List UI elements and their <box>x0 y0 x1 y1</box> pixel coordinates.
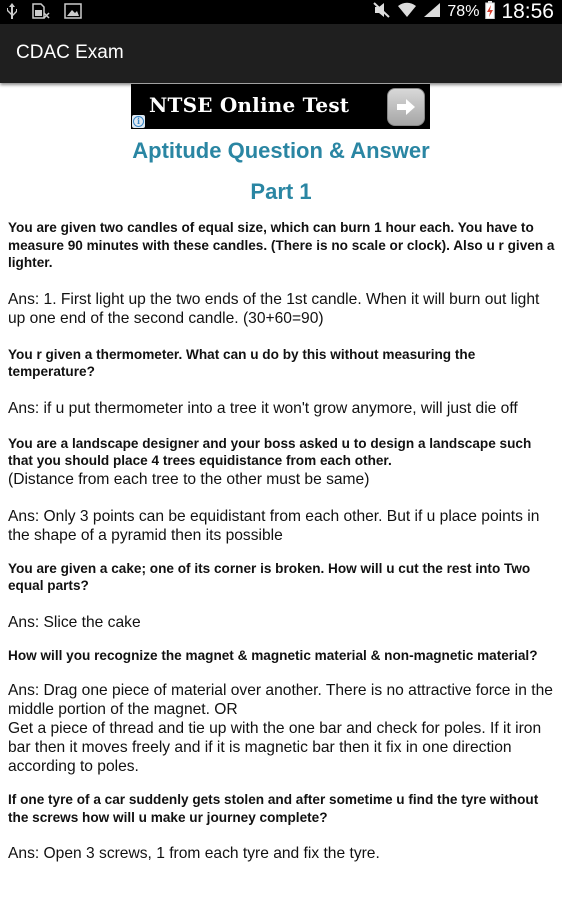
mute-icon <box>373 2 391 23</box>
sim-icon <box>32 3 50 24</box>
question-3-note: (Distance from each tree to the other must be same) <box>8 470 370 488</box>
battery-icon <box>485 1 495 24</box>
answer-5: Ans: Drag one piece of material over another. There is no attractive force in the middle portion of the magnet. OR <box>8 682 553 718</box>
answer-1: Ans: 1. First light up the two ends of the 1st candle. When it will burn out light up one end of the second candle. (30+60=90) <box>8 290 540 327</box>
ad-banner[interactable] <box>131 84 430 129</box>
answer-6: Ans: Open 3 screws, 1 from each tyre and fix the tyre. <box>8 845 380 862</box>
page-title: Aptitude Question & Answer <box>132 138 430 163</box>
app-bar <box>0 24 562 83</box>
answer-3: Ans: Only 3 points can be equidistant from each other. But if u place points in the shape of a pyramid then its possible <box>8 507 540 544</box>
question-2: You r given a thermometer. What can u do by this without measuring the temperature? <box>8 346 476 379</box>
arrow-right-icon[interactable] <box>387 88 425 126</box>
clock: 18:56 <box>501 0 554 23</box>
image-icon <box>64 3 82 24</box>
answer-2: Ans: if u put thermometer into a tree it won't grow anymore, will just die off <box>8 399 518 417</box>
app-title: CDAC Exam <box>16 42 124 63</box>
answer-5-more: Get a piece of thread and tie up with the one bar and check for poles. If it iron bar then it moves freely and if it is magnetic bar then it fix in one direction according to poles. <box>8 720 542 775</box>
question-4: You are given a cake; one of its corner is broken. How will u cut the rest into Two equal parts? <box>8 560 531 593</box>
status-bar <box>0 0 562 24</box>
question-3: You are a landscape designer and your boss asked u to design a landscape such that you should place 4 trees equidistance from each other. <box>8 435 532 468</box>
qa-content <box>8 219 558 863</box>
ad-text[interactable]: NTSE Online Test <box>149 93 350 117</box>
answer-4: Ans: Slice the cake <box>8 613 141 631</box>
question-1: You are given two candles of equal size, which can burn 1 hour each. You have to measure 90 minutes with these candles. (There is no scale or clock). Also u r given a lighter. <box>8 220 555 270</box>
battery-percent: 78% <box>447 3 480 20</box>
usb-icon <box>6 3 18 24</box>
info-icon[interactable]: i <box>132 115 145 128</box>
question-5: How will you recognize the magnet & magnetic material & non-magnetic material? <box>8 647 538 663</box>
page-subtitle: Part 1 <box>250 179 312 204</box>
wifi-icon <box>397 2 417 23</box>
question-6: If one tyre of a car suddenly gets stolen and after sometime u find the tyre without the screws how will u make ur journey complete? <box>8 792 539 825</box>
signal-icon <box>423 2 441 23</box>
